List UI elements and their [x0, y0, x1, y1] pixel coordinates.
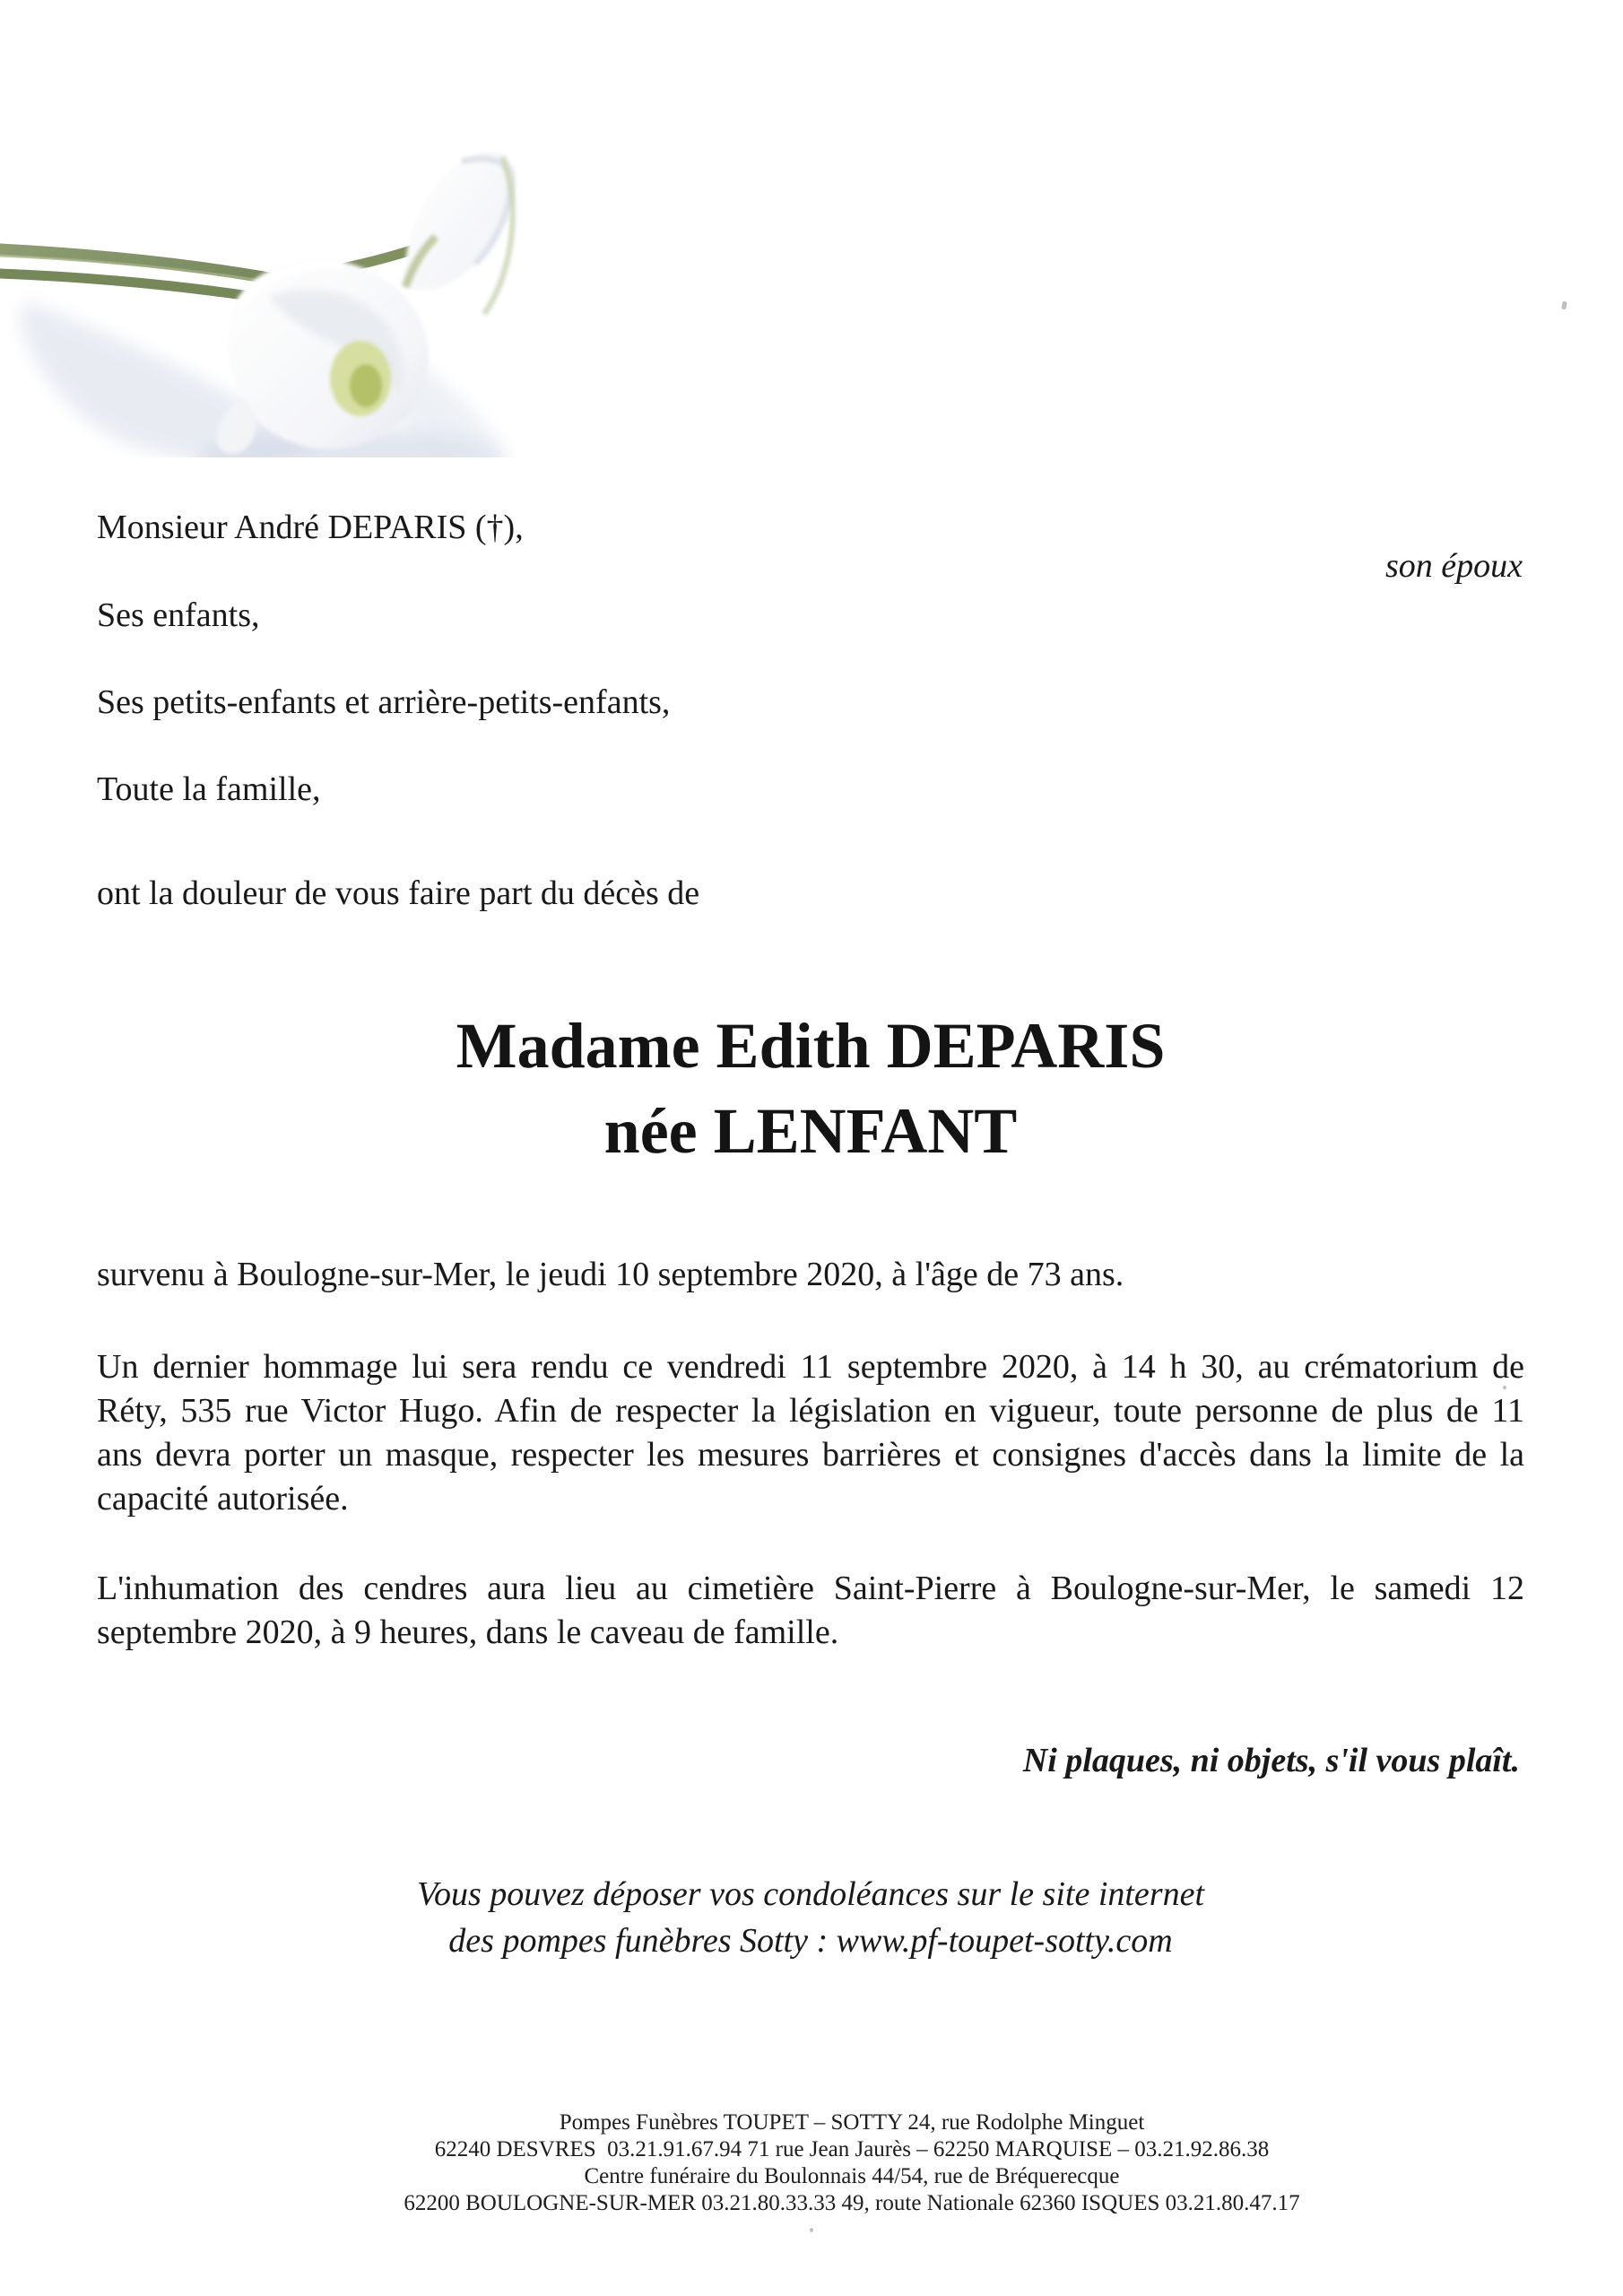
footer-line: Pompes Funèbres TOUPET – SOTTY 24, rue Rodolphe Minguet — [559, 2110, 1145, 2135]
deceased-name-line2: née LENFANT — [603, 1095, 1018, 1167]
family-line-grandchildren: Ses petits-enfants et arrière-petits-enfants, — [97, 683, 671, 721]
family-line-children: Ses enfants, — [97, 596, 260, 634]
condolences-line2: des pompes funèbres Sotty : www.pf-toupet-sotty.com — [448, 1922, 1173, 1960]
deceased-name-line1: Madame Edith DEPARIS — [456, 1010, 1166, 1082]
family-line-husband: Monsieur André DEPARIS (†), — [97, 509, 524, 546]
ceremony-line: Réty, 535 rue Victor Hugo. Afin de respecter la législation en vigueur, toute personne de plus de 11 — [97, 1392, 1524, 1430]
ceremony-line: capacité autorisée. — [97, 1480, 349, 1518]
scan-speck — [810, 2228, 813, 2232]
ceremony-line: Un dernier hommage lui sera rendu ce vendredi 11 septembre 2020, à 14 h 30, au crématorium de — [97, 1348, 1524, 1386]
request-note: Ni plaques, ni objets, s'il vous plaît. — [1022, 1742, 1520, 1779]
calla-lily-illustration — [0, 72, 520, 457]
calla-lily-photo — [0, 72, 520, 457]
footer-line: Centre funéraire du Boulonnais 44/54, rue de Bréquerecque — [584, 2164, 1120, 2188]
death-details-line: survenu à Boulogne-sur-Mer, le jeudi 10 septembre 2020, à l'âge de 73 ans. — [97, 1256, 1124, 1293]
family-line-whole-family: Toute la famille, — [97, 770, 321, 808]
footer-line: 62200 BOULOGNE-SUR-MER 03.21.80.33.33 49, route Nationale 62360 ISQUES 03.21.80.47.17 — [404, 2191, 1300, 2215]
footer-line: 62240 DESVRES 03.21.91.67.94 71 rue Jean Jaurès – 62250 MARQUISE – 03.21.92.86.38 — [434, 2137, 1270, 2161]
scan-speck — [1503, 1386, 1506, 1389]
scan-speck — [1561, 301, 1567, 310]
condolences-line1: Vous pouvez déposer vos condoléances sur le site internet — [416, 1875, 1205, 1913]
burial-line: L'inhumation des cendres aura lieu au cimetière Saint-Pierre à Boulogne-sur-Mer, le samedi 12 — [97, 1570, 1524, 1607]
relation-note: son époux — [1384, 547, 1523, 585]
intro-line: ont la douleur de vous faire part du décès de — [97, 874, 700, 912]
burial-line: septembre 2020, à 9 heures, dans le caveau de famille. — [97, 1613, 839, 1651]
ceremony-line: ans devra porter un masque, respecter les mesures barrières et consignes d'accès dans la limite de la — [97, 1436, 1524, 1474]
